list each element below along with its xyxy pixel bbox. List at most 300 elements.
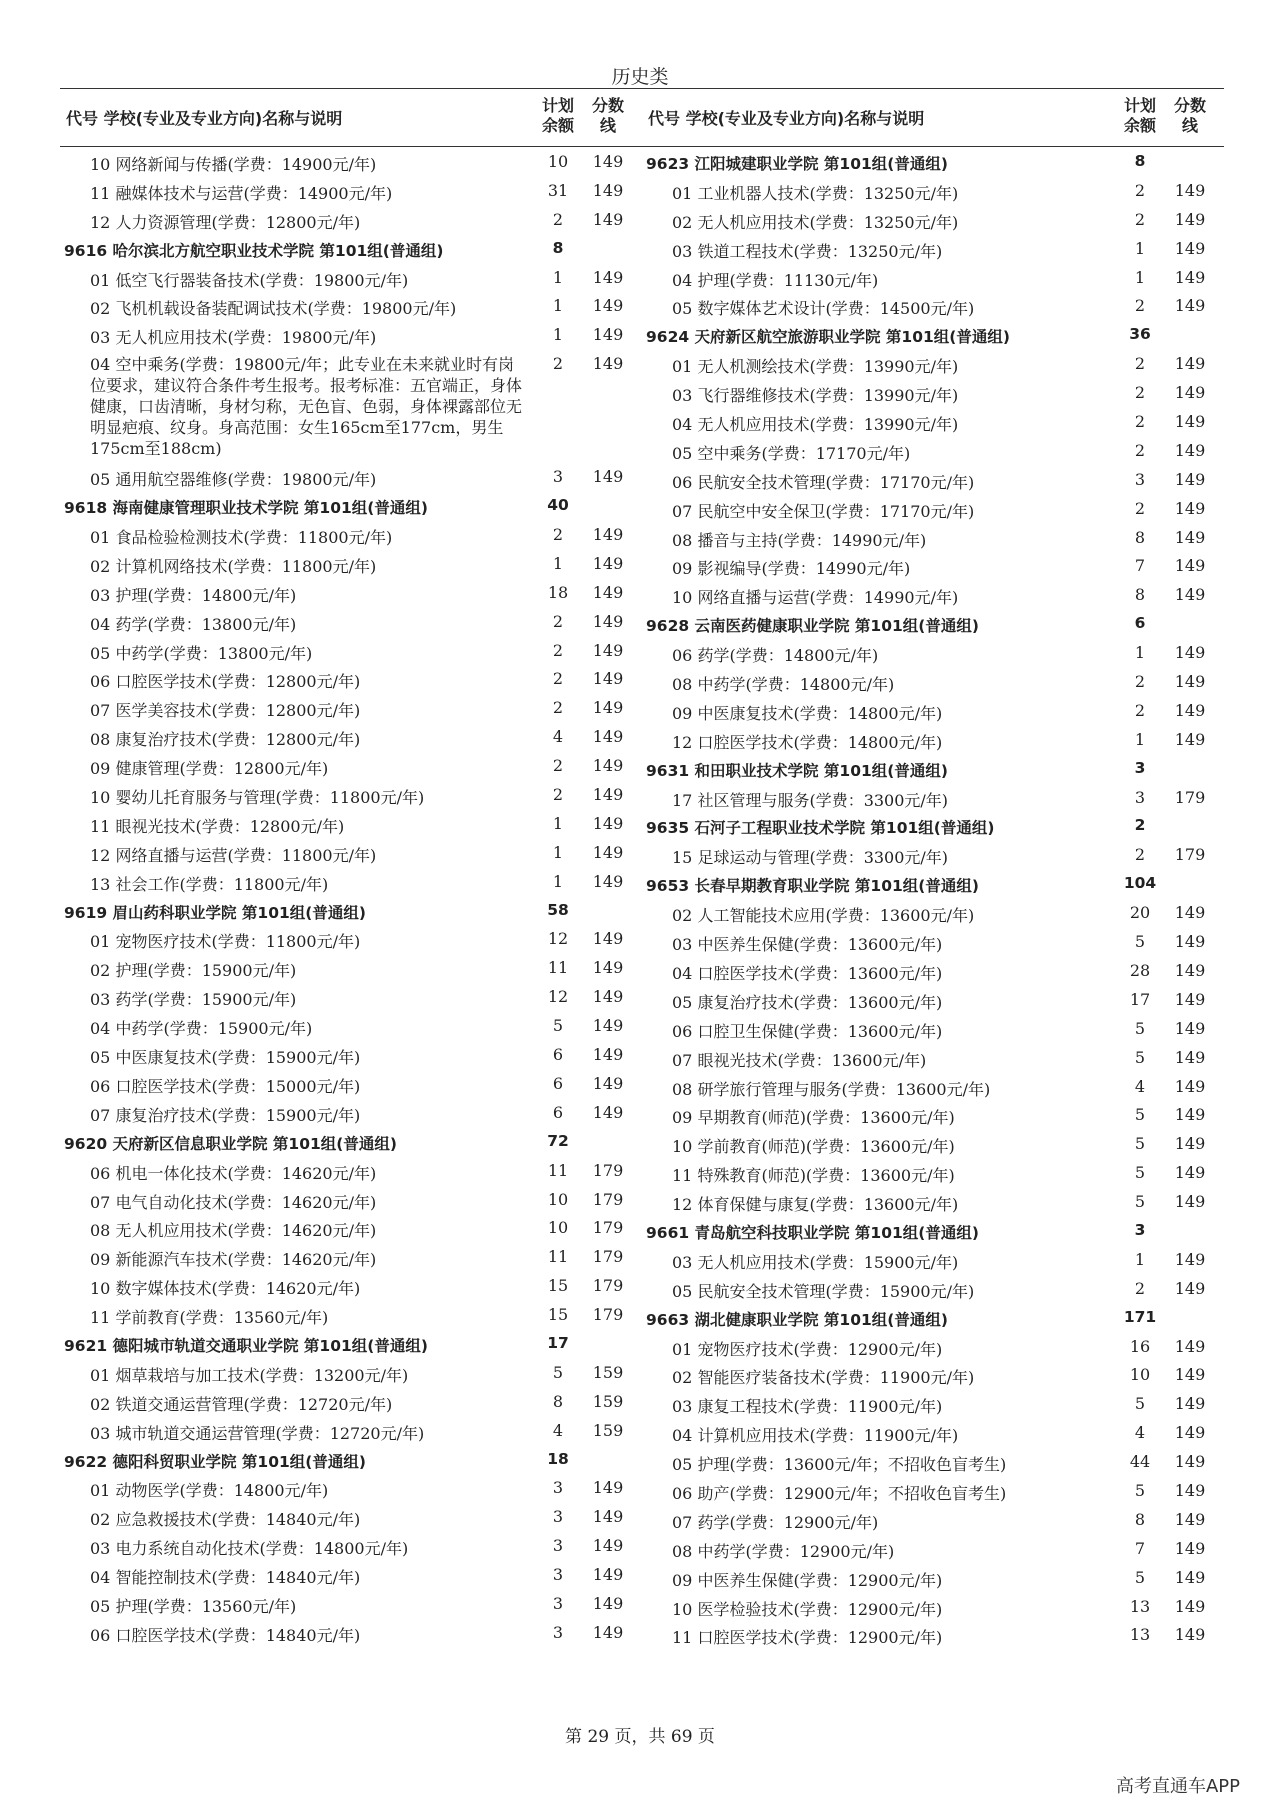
row-score: 149 <box>1174 960 1206 980</box>
row-score: 149 <box>1174 527 1206 547</box>
row-name: 03 无人机应用技术(学费：15900元/年) <box>672 1252 959 1272</box>
row-plan: 2 <box>552 669 564 689</box>
row-score: 149 <box>1174 1249 1206 1269</box>
row-plan: 20 <box>1129 903 1151 923</box>
major-row <box>60 1041 640 1070</box>
row-name: 05 中药学(学费：13800元/年) <box>90 643 313 663</box>
major-row <box>642 986 1222 1015</box>
row-score: 149 <box>592 1507 624 1527</box>
major-row <box>60 1157 640 1186</box>
row-plan: 8 <box>1134 152 1146 170</box>
row-score: 149 <box>592 1622 624 1642</box>
major-row <box>642 292 1222 321</box>
row-name: 12 人力资源管理(学费：12800元/年) <box>90 212 361 232</box>
major-row <box>642 841 1222 870</box>
row-plan: 10 <box>547 152 569 171</box>
major-row <box>60 752 640 781</box>
school-group-row <box>60 1446 640 1475</box>
row-plan: 2 <box>552 209 564 229</box>
row-plan: 15 <box>547 1276 569 1296</box>
row-score: 149 <box>592 1045 624 1065</box>
row-name: 10 数字媒体技术(学费：14620元/年) <box>90 1279 361 1299</box>
row-score: 149 <box>592 813 624 833</box>
row-plan: 3 <box>1134 469 1146 489</box>
row-score: 159 <box>592 1362 624 1382</box>
row-score: 149 <box>592 267 624 287</box>
header-top-rule <box>60 88 1224 89</box>
row-score: 149 <box>1174 556 1206 576</box>
row-name: 12 口腔医学技术(学费：14800元/年) <box>672 732 943 752</box>
row-plan: 1 <box>1134 238 1146 258</box>
header-score: 分数线 <box>591 96 624 135</box>
row-score: 149 <box>1174 383 1206 403</box>
row-name: 09 中医养生保健(学费：12900元/年) <box>672 1570 943 1590</box>
row-name: 03 无人机应用技术(学费：19800元/年) <box>90 328 377 348</box>
major-row <box>60 1503 640 1532</box>
row-plan: 1 <box>552 871 564 891</box>
major-row <box>60 925 640 954</box>
row-plan: 6 <box>552 1102 564 1122</box>
major-row <box>60 1474 640 1503</box>
major-row <box>642 177 1222 206</box>
row-score: 149 <box>1174 209 1206 229</box>
row-name: 12 体育保健与康复(学费：13600元/年) <box>672 1195 959 1215</box>
row-name: 03 铁道工程技术(学费：13250元/年) <box>672 241 943 261</box>
school-group-row <box>60 492 640 521</box>
major-row <box>60 868 640 897</box>
row-plan: 2 <box>1134 383 1146 403</box>
row-score: 149 <box>592 727 624 747</box>
major-row <box>642 697 1222 726</box>
row-name: 05 中医康复技术(学费：15900元/年) <box>90 1048 361 1068</box>
row-score: 149 <box>592 152 624 171</box>
row-plan: 17 <box>547 1333 569 1352</box>
row-plan: 3 <box>1134 1220 1146 1239</box>
row-name: 09 健康管理(学费：12800元/年) <box>90 759 329 779</box>
row-plan: 1 <box>1134 1249 1146 1269</box>
row-plan: 2 <box>552 756 564 776</box>
row-plan: 3 <box>552 1565 564 1585</box>
major-row <box>60 292 640 321</box>
row-score: 149 <box>592 669 624 689</box>
left-column-header <box>60 90 640 146</box>
row-plan: 6 <box>552 1073 564 1093</box>
row-plan: 11 <box>547 958 569 978</box>
row-score: 149 <box>1174 1394 1206 1414</box>
row-plan: 1 <box>552 813 564 833</box>
row-score: 149 <box>1174 1480 1206 1500</box>
major-row <box>60 177 640 206</box>
row-plan: 5 <box>1134 1480 1146 1500</box>
row-plan: 5 <box>552 1362 564 1382</box>
row-name: 08 中药学(学费：14800元/年) <box>672 675 895 695</box>
major-row <box>642 1564 1222 1593</box>
row-plan: 2 <box>1134 440 1146 460</box>
major-row <box>60 637 640 666</box>
major-row <box>642 235 1222 264</box>
row-plan: 72 <box>547 1131 569 1150</box>
row-score: 149 <box>1174 1625 1206 1645</box>
row-plan: 2 <box>1134 672 1146 692</box>
row-name: 03 护理(学费：14800元/年) <box>90 585 297 605</box>
row-name: 04 空中乘务(学费：19800元/年；此专业在未来就业时有岗位要求，建议符合条件考生报考。报考标准：五官端正，身体健康，口齿清晰，身材匀称，无色盲、色弱，身体裸露部位无明显疤痕、纹身。身高范围：女生165cm至177cm，男生175cm至188cm) <box>90 355 523 459</box>
row-name: 11 口腔医学技术(学费：12900元/年) <box>672 1628 943 1648</box>
row-plan: 3 <box>1134 758 1146 777</box>
row-name: 9653 长春早期教育职业学院 第101组(普通组) <box>646 877 979 896</box>
row-score: 149 <box>1174 585 1206 605</box>
major-row <box>60 1388 640 1417</box>
major-row <box>60 665 640 694</box>
row-plan: 10 <box>547 1189 569 1209</box>
row-plan: 2 <box>1134 498 1146 518</box>
row-score: 149 <box>1174 643 1206 663</box>
row-plan: 8 <box>552 238 564 257</box>
row-name: 9624 天府新区航空旅游职业学院 第101组(普通组) <box>646 328 1010 347</box>
row-plan: 8 <box>1134 1509 1146 1529</box>
right-column-header <box>642 90 1222 146</box>
row-name: 09 新能源汽车技术(学费：14620元/年) <box>90 1250 377 1270</box>
major-row <box>60 1417 640 1446</box>
row-name: 06 口腔医学技术(学费：15000元/年) <box>90 1076 361 1096</box>
major-row <box>642 1593 1222 1622</box>
row-name: 9616 哈尔滨北方航空职业技术学院 第101组(普通组) <box>64 241 444 260</box>
row-plan: 10 <box>1129 1365 1151 1385</box>
row-name: 04 口腔医学技术(学费：13600元/年) <box>672 963 943 983</box>
school-group-row <box>60 1128 640 1157</box>
row-score: 149 <box>1174 354 1206 374</box>
row-name: 11 融媒体技术与运营(学费：14900元/年) <box>90 183 393 203</box>
row-score: 149 <box>1174 1076 1206 1096</box>
row-name: 04 药学(学费：13800元/年) <box>90 614 297 634</box>
row-plan: 4 <box>552 1420 564 1440</box>
major-row <box>60 694 640 723</box>
row-name: 05 护理(学费：13600元/年；不招收色盲考生) <box>672 1455 1007 1475</box>
row-score: 149 <box>1174 1018 1206 1038</box>
row-score: 149 <box>1174 1192 1206 1212</box>
row-score: 159 <box>592 1391 624 1411</box>
row-score: 149 <box>592 553 624 573</box>
row-plan: 2 <box>552 785 564 805</box>
header-name: 代号 学校(专业及专业方向)名称与说明 <box>66 109 343 128</box>
major-row <box>642 1621 1222 1650</box>
major-row <box>60 1532 640 1561</box>
major-row <box>60 1243 640 1272</box>
row-name: 02 智能医疗装备技术(学费：11900元/年) <box>672 1368 975 1388</box>
row-plan: 2 <box>1134 209 1146 229</box>
row-name: 05 通用航空器维修(学费：19800元/年) <box>90 470 377 490</box>
row-name: 02 人工智能技术应用(学费：13600元/年) <box>672 906 975 926</box>
row-plan: 2 <box>552 611 564 631</box>
school-group-row <box>60 235 640 264</box>
row-name: 01 宠物医疗技术(学费：11800元/年) <box>90 932 361 952</box>
major-row <box>60 1214 640 1243</box>
row-score: 149 <box>592 698 624 718</box>
row-plan: 2 <box>1134 180 1146 200</box>
row-name: 05 空中乘务(学费：17170元/年) <box>672 443 911 463</box>
row-name: 07 药学(学费：12900元/年) <box>672 1512 879 1532</box>
row-name: 02 应急救援技术(学费：14840元/年) <box>90 1510 361 1530</box>
school-group-row <box>642 321 1222 350</box>
row-name: 9661 青岛航空科技职业学院 第101组(普通组) <box>646 1223 979 1242</box>
row-score: 149 <box>592 785 624 805</box>
row-score: 149 <box>1174 412 1206 432</box>
school-group-row <box>642 812 1222 841</box>
row-plan: 5 <box>1134 932 1146 952</box>
row-score: 179 <box>1174 845 1206 865</box>
row-name: 07 电气自动化技术(学费：14620元/年) <box>90 1192 377 1212</box>
row-score: 149 <box>592 1016 624 1036</box>
major-row <box>642 1535 1222 1564</box>
major-row <box>60 1359 640 1388</box>
major-row <box>60 983 640 1012</box>
row-name: 05 护理(学费：13560元/年) <box>90 1596 297 1616</box>
row-name: 11 特殊教育(师范)(学费：13600元/年) <box>672 1166 955 1186</box>
row-plan: 2 <box>552 698 564 718</box>
row-score: 149 <box>1174 1365 1206 1385</box>
major-row <box>642 639 1222 668</box>
row-name: 9623 江阳城建职业学院 第101组(普通组) <box>646 155 948 173</box>
row-score: 149 <box>592 1102 624 1122</box>
row-score: 179 <box>592 1160 624 1180</box>
row-name: 9635 石河子工程职业技术学院 第101组(普通组) <box>646 819 995 838</box>
row-name: 03 飞行器维修技术(学费：13990元/年) <box>672 386 959 406</box>
major-row <box>642 1246 1222 1275</box>
major-row <box>642 784 1222 813</box>
major-row <box>642 495 1222 524</box>
major-row <box>60 579 640 608</box>
row-plan: 3 <box>552 1478 564 1498</box>
row-plan: 4 <box>552 727 564 747</box>
row-name: 10 医学检验技术(学费：12900元/年) <box>672 1599 943 1619</box>
row-plan: 8 <box>1134 527 1146 547</box>
row-plan: 40 <box>547 496 569 515</box>
row-name: 01 工业机器人技术(学费：13250元/年) <box>672 183 959 203</box>
major-row <box>60 839 640 868</box>
row-name: 06 民航安全技术管理(学费：17170元/年) <box>672 472 975 492</box>
row-plan: 1 <box>552 325 564 345</box>
row-score: 149 <box>1174 296 1206 316</box>
row-name: 08 播音与主持(学费：14990元/年) <box>672 530 927 550</box>
row-plan: 3 <box>1134 787 1146 807</box>
school-group-row <box>642 1217 1222 1246</box>
row-plan: 5 <box>1134 1134 1146 1154</box>
major-row <box>642 928 1222 957</box>
row-plan: 2 <box>1134 845 1146 865</box>
row-name: 9663 湖北健康职业学院 第101组(普通组) <box>646 1310 948 1329</box>
row-name: 17 社区管理与服务(学费：3300元/年) <box>672 790 949 810</box>
row-plan: 5 <box>552 1016 564 1036</box>
row-name: 07 民航空中安全保卫(学费：17170元/年) <box>672 501 975 521</box>
major-row <box>642 899 1222 928</box>
row-score: 149 <box>592 180 624 200</box>
row-name: 03 康复工程技术(学费：11900元/年) <box>672 1397 943 1417</box>
row-plan: 1 <box>552 842 564 862</box>
row-name: 08 康复治疗技术(学费：12800元/年) <box>90 730 361 750</box>
row-score: 149 <box>592 582 624 602</box>
row-name: 9622 德阳科贸职业学院 第101组(普通组) <box>64 1452 366 1471</box>
row-name: 03 城市轨道交通运营管理(学费：12720元/年) <box>90 1423 425 1443</box>
row-name: 02 计算机网络技术(学费：11800元/年) <box>90 556 377 576</box>
row-name: 10 网络直播与运营(学费：14990元/年) <box>672 588 959 608</box>
row-name: 10 学前教育(师范)(学费：13600元/年) <box>672 1137 955 1157</box>
major-row <box>60 810 640 839</box>
row-score: 149 <box>1174 903 1206 923</box>
row-score: 179 <box>592 1218 624 1238</box>
row-score: 149 <box>1174 700 1206 720</box>
major-row <box>642 957 1222 986</box>
row-plan: 1 <box>552 267 564 287</box>
major-row <box>642 1419 1222 1448</box>
row-score: 149 <box>592 842 624 862</box>
row-name: 13 社会工作(学费：11800元/年) <box>90 874 329 894</box>
row-plan: 11 <box>547 1247 569 1267</box>
major-row <box>642 1015 1222 1044</box>
row-plan: 2 <box>1134 700 1146 720</box>
row-name: 01 低空飞行器装备技术(学费：19800元/年) <box>90 270 409 290</box>
row-name: 04 智能控制技术(学费：14840元/年) <box>90 1568 361 1588</box>
row-plan: 2 <box>552 354 564 374</box>
row-plan: 6 <box>552 1045 564 1065</box>
row-plan: 5 <box>1134 1105 1146 1125</box>
row-plan: 1 <box>1134 643 1146 663</box>
row-score: 149 <box>592 467 624 487</box>
row-plan: 17 <box>1129 989 1151 1009</box>
row-score: 149 <box>1174 1596 1206 1616</box>
row-plan: 2 <box>1134 816 1146 835</box>
row-score: 149 <box>592 987 624 1007</box>
row-plan: 6 <box>1134 614 1146 633</box>
school-group-row <box>642 1304 1222 1333</box>
header-plan: 计划余额 <box>541 96 574 135</box>
row-score: 149 <box>1174 1509 1206 1529</box>
school-group-row <box>642 148 1222 177</box>
row-score: 149 <box>592 1565 624 1585</box>
row-name: 05 数字媒体艺术设计(学费：14500元/年) <box>672 299 975 319</box>
row-score: 149 <box>1174 932 1206 952</box>
row-plan: 1 <box>1134 267 1146 287</box>
row-name: 03 中医养生保健(学费：13600元/年) <box>672 935 943 955</box>
row-score: 149 <box>592 640 624 660</box>
major-row <box>642 1130 1222 1159</box>
row-name: 9628 云南医药健康职业学院 第101组(普通组) <box>646 617 979 636</box>
row-name: 01 食品检验检测技术(学费：11800元/年) <box>90 528 393 548</box>
major-row <box>642 581 1222 610</box>
row-plan: 28 <box>1129 960 1151 980</box>
row-plan: 13 <box>1129 1625 1151 1645</box>
row-name: 15 足球运动与管理(学费：3300元/年) <box>672 848 949 868</box>
row-name: 08 无人机应用技术(学费：14620元/年) <box>90 1221 377 1241</box>
row-score: 149 <box>1174 180 1206 200</box>
row-score: 149 <box>1174 1423 1206 1443</box>
row-plan: 1 <box>552 296 564 316</box>
row-name: 06 助产(学费：12900元/年；不招收色盲考生) <box>672 1483 1007 1503</box>
row-name: 04 无人机应用技术(学费：13990元/年) <box>672 415 959 435</box>
school-group-row <box>642 755 1222 784</box>
row-plan: 7 <box>1134 556 1146 576</box>
school-group-row <box>60 897 640 926</box>
row-plan: 171 <box>1123 1307 1157 1326</box>
row-plan: 31 <box>547 180 569 200</box>
row-score: 149 <box>592 209 624 229</box>
row-score: 149 <box>1174 729 1206 749</box>
row-score: 149 <box>1174 1336 1206 1356</box>
row-plan: 5 <box>1134 1192 1146 1212</box>
row-plan: 12 <box>547 929 569 949</box>
row-plan: 11 <box>547 1160 569 1180</box>
major-row <box>642 1390 1222 1419</box>
row-name: 12 网络直播与运营(学费：11800元/年) <box>90 845 377 865</box>
row-score: 149 <box>592 871 624 891</box>
row-score: 149 <box>1174 1538 1206 1558</box>
major-row <box>642 1361 1222 1390</box>
row-score: 149 <box>1174 1567 1206 1587</box>
row-name: 06 机电一体化技术(学费：14620元/年) <box>90 1163 377 1183</box>
row-plan: 16 <box>1129 1336 1151 1356</box>
row-score: 149 <box>1174 1163 1206 1183</box>
major-row <box>60 1012 640 1041</box>
row-name: 9619 眉山药科职业学院 第101组(普通组) <box>64 903 366 922</box>
row-plan: 44 <box>1129 1452 1151 1472</box>
row-plan: 2 <box>1134 1278 1146 1298</box>
row-name: 04 护理(学费：11130元/年) <box>672 270 879 290</box>
row-plan: 5 <box>1134 1163 1146 1183</box>
row-name: 08 研学旅行管理与服务(学费：13600元/年) <box>672 1079 991 1099</box>
major-row <box>642 264 1222 293</box>
row-score: 149 <box>1174 1452 1206 1472</box>
row-plan: 8 <box>552 1391 564 1411</box>
row-name: 09 影视编导(学费：14990元/年) <box>672 559 911 579</box>
row-plan: 5 <box>1134 1018 1146 1038</box>
row-plan: 3 <box>552 1593 564 1613</box>
row-name: 06 口腔医学技术(学费：14840元/年) <box>90 1625 361 1645</box>
row-plan: 12 <box>547 987 569 1007</box>
row-plan: 2 <box>1134 412 1146 432</box>
major-row <box>60 1070 640 1099</box>
major-row <box>642 1506 1222 1535</box>
row-score: 149 <box>1174 672 1206 692</box>
app-watermark: 高考直通车APP <box>1115 1776 1240 1797</box>
row-name: 01 无人机测绘技术(学费：13990元/年) <box>672 357 959 377</box>
row-score: 149 <box>1174 267 1206 287</box>
row-plan: 2 <box>1134 296 1146 316</box>
row-plan: 3 <box>552 1622 564 1642</box>
row-name: 11 眼视光技术(学费：12800元/年) <box>90 816 345 836</box>
row-score: 149 <box>592 756 624 776</box>
row-plan: 7 <box>1134 1538 1146 1558</box>
row-plan: 2 <box>552 525 564 545</box>
row-score: 149 <box>592 296 624 316</box>
row-score: 179 <box>592 1305 624 1325</box>
row-name: 10 婴幼儿托育服务与管理(学费：11800元/年) <box>90 788 425 808</box>
major-row <box>60 206 640 235</box>
row-score: 149 <box>1174 469 1206 489</box>
row-name: 06 口腔卫生保健(学费：13600元/年) <box>672 1021 943 1041</box>
left-column <box>60 90 640 1648</box>
major-row <box>60 521 640 550</box>
row-name: 02 无人机应用技术(学费：13250元/年) <box>672 212 959 232</box>
major-row <box>642 408 1222 437</box>
major-row <box>60 350 640 463</box>
row-name: 02 飞机机载设备装配调试技术(学费：19800元/年) <box>90 299 457 319</box>
major-row <box>642 524 1222 553</box>
row-name: 01 宠物医疗技术(学费：12900元/年) <box>672 1339 943 1359</box>
major-row <box>60 1590 640 1619</box>
major-row <box>642 1073 1222 1102</box>
major-row <box>60 1561 640 1590</box>
row-score: 149 <box>592 611 624 631</box>
major-row <box>642 1448 1222 1477</box>
row-name: 06 药学(学费：14800元/年) <box>672 646 879 666</box>
